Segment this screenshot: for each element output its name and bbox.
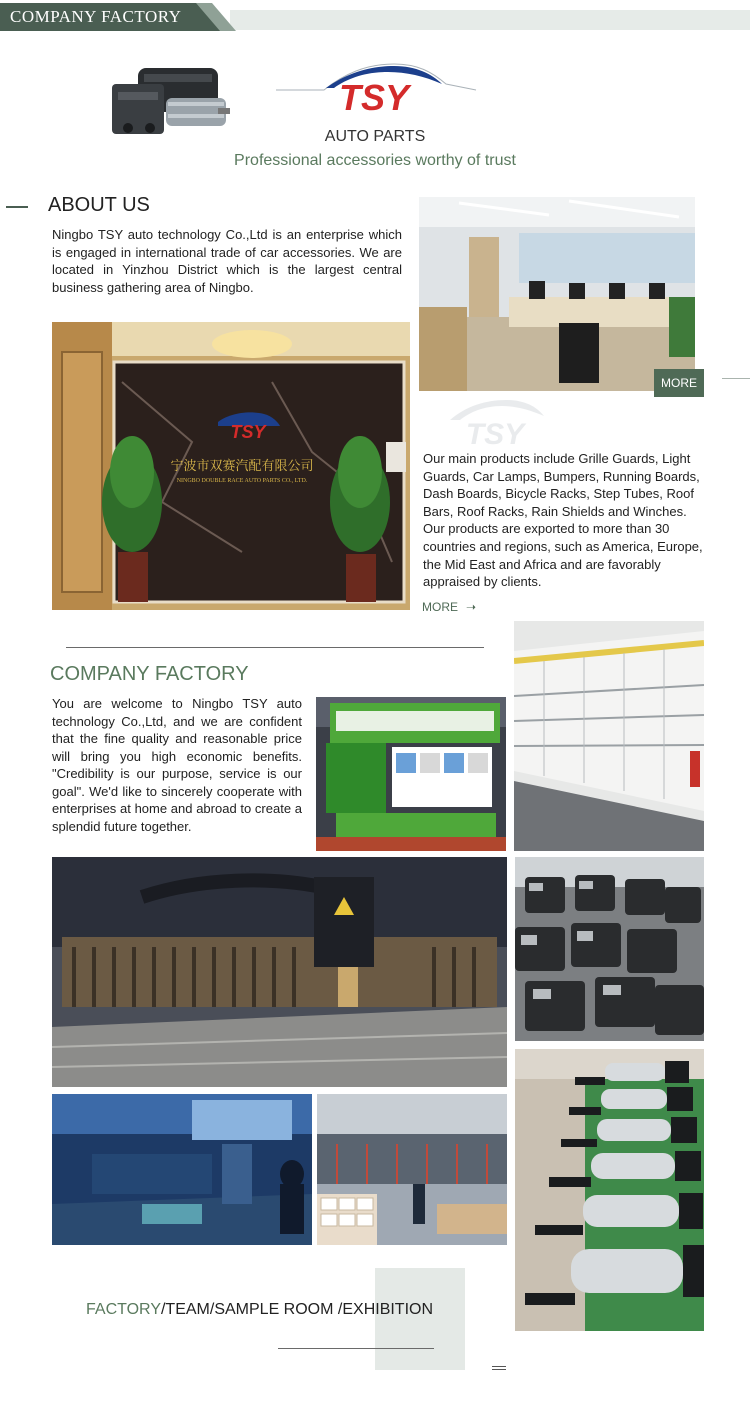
logo-text: TSY (338, 77, 410, 116)
warehouse-photo (317, 1094, 507, 1245)
factory-title: COMPANY FACTORY (50, 663, 249, 685)
sample-room-photo (514, 621, 704, 851)
factory-caption (86, 1301, 433, 1319)
header-title: COMPANY FACTORY (10, 7, 182, 26)
laser-cutting-machine-photo (52, 857, 507, 1087)
workshop-photo (52, 1094, 312, 1245)
engines-photo (515, 857, 704, 1041)
side-divider (722, 378, 750, 379)
tsy-watermark-logo (420, 396, 570, 450)
tsy-logo (274, 60, 478, 116)
watermark-logo-text: TSY (465, 418, 525, 450)
lobby-sign-cn: 宁波市双赛汽配有限公司 (170, 459, 314, 474)
arrow-right-icon[interactable]: ➝ (466, 600, 477, 614)
caption-underline (278, 1348, 434, 1349)
tagline: Professional accessories worthy of trust (234, 152, 516, 169)
end-mark-icon (492, 1366, 506, 1367)
header-bar (230, 10, 750, 30)
caption-rest: /TEAM/SAMPLE ROOM /EXHIBITION (160, 1301, 434, 1318)
more-link[interactable]: MORE (422, 600, 458, 614)
lobby-logo-text: TSY (230, 422, 266, 442)
about-title: ABOUT US (48, 194, 150, 216)
about-intro: Ningbo TSY auto technology Co.,Ltd is an enterprise which is engaged in international trade of car accessories. We are located in Yinzhou District which is the largest central business gathering area of Ningbo. (52, 227, 402, 295)
lobby-photo (52, 322, 410, 610)
exhibition-booth-photo (316, 697, 506, 851)
products-description: Our main products include Grille Guards, Light Guards, Car Lamps, Bumpers, Running Boards, Dash Boards, Bicycle Racks, Step Tubes, Roof Bars, Roof Racks, Rain Shields and Winches. Our products are exported to more than 30 countries and regions, such as America, Europe, the Mid East and Africa and are favorably appraised by clients. (423, 451, 703, 590)
more-button[interactable]: MORE (654, 369, 704, 397)
about-title-dash (6, 206, 28, 208)
decorative-gray-block (375, 1268, 465, 1370)
auto-parts-label: AUTO PARTS (324, 128, 426, 145)
caption-highlight: FACTORY (86, 1301, 161, 1318)
air-springs-photo (515, 1049, 704, 1331)
factory-text: You are welcome to Ningbo TSY auto technology Co.,Ltd, and we are confident that the fine quality and reasonable price will bring you high economic benefits. "Credibility is our purpose, service is our goal". We'd like to sincerely cooperate with enterprises at home and abroad to create a splendid future together. (52, 696, 302, 834)
lobby-sign-en: NINGBO DOUBLE RACE AUTO PARTS CO., LTD. (176, 478, 308, 484)
office-photo (419, 197, 695, 391)
factory-divider (66, 647, 484, 648)
